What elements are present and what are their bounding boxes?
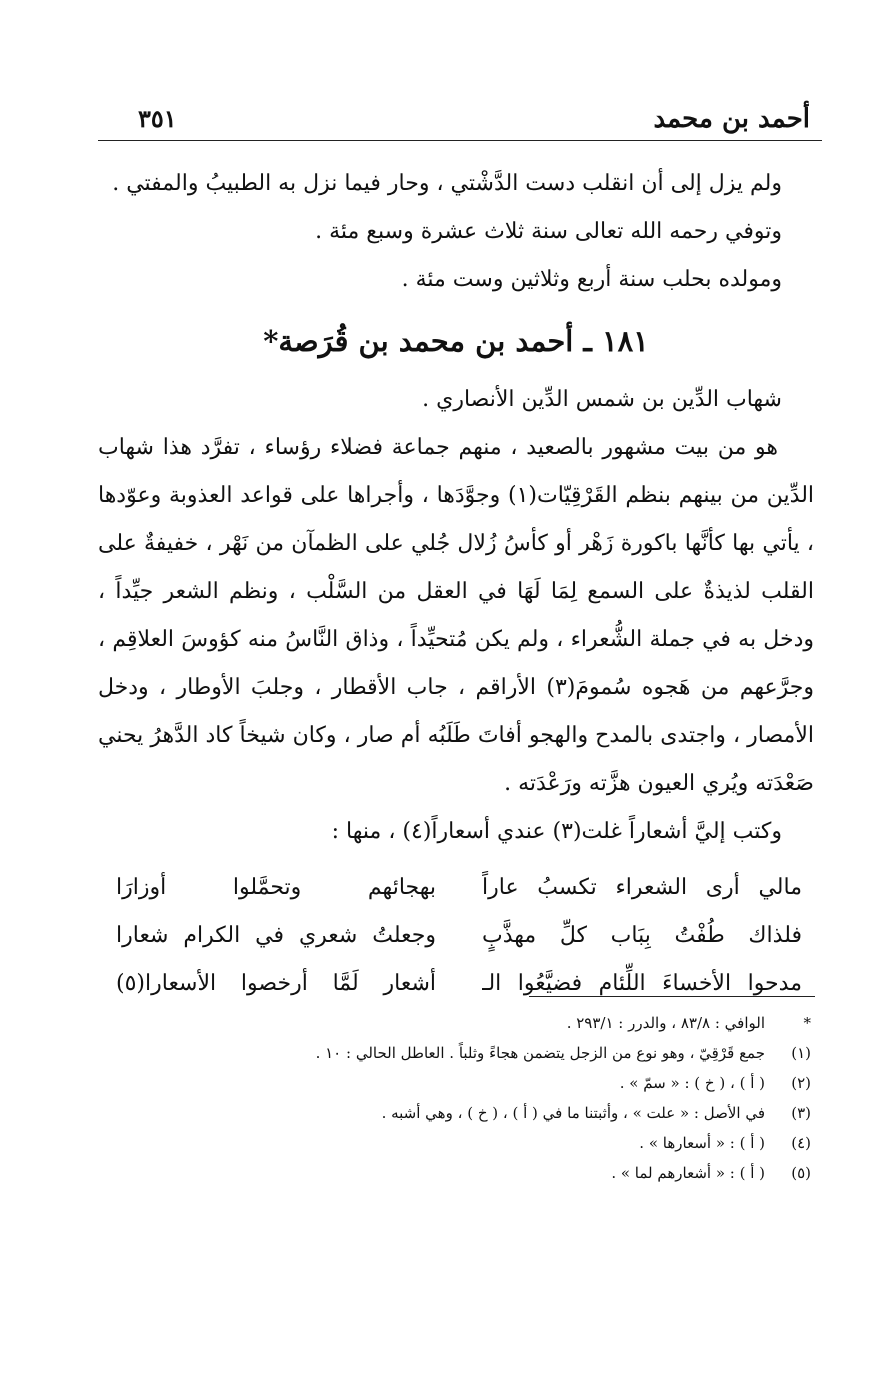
verse-line bbox=[98, 912, 814, 960]
running-title: أحمد بن محمد bbox=[653, 104, 810, 134]
text-line: وتوفي رحمه الله تعالى سنة ثلاث عشرة وسبع مئة . bbox=[315, 219, 782, 244]
first-hemistich: مدحوا الأخساءَ اللِّئام فضيَّعُوا الـ bbox=[482, 971, 802, 996]
footnote bbox=[113, 1008, 813, 1038]
footnote-number: (٢) bbox=[791, 1074, 811, 1092]
footnote bbox=[113, 1128, 813, 1158]
text-line: ولم يزل إلى أن انقلب دست الدَّشْتي ، وحار فيما نزل به الطبيبُ والمفتي . bbox=[112, 171, 782, 196]
first-hemistich: فلذاك طُفْتُ بِبَاب كلِّ مهذَّبٍ bbox=[482, 923, 802, 948]
text-line: ومولده بحلب سنة أربع وثلاثين وست مئة . bbox=[401, 267, 782, 292]
verse-line bbox=[98, 864, 814, 912]
footnote bbox=[113, 1068, 813, 1098]
laqab-line: شهاب الدِّين بن شمس الدِّين الأنصاري . bbox=[422, 387, 782, 412]
footnote-text: ( أ ) : « أسعارها » . bbox=[639, 1134, 765, 1152]
footnote-text: ( أ ) : « أشعارهم لما » . bbox=[611, 1164, 765, 1182]
footnote-text: ( أ ) ، ( خ ) : « سمّ » . bbox=[619, 1074, 765, 1092]
footnote-text: الوافي : ٨٣/٨ ، والدرر : ٢٩٣/١ . bbox=[566, 1014, 765, 1032]
second-hemistich: وجعلتُ شعري في الكرام شعارا bbox=[116, 923, 436, 948]
footnotes bbox=[113, 1008, 813, 1188]
biography-heading: ١٨١ ـ أحمد بن محمد بن قُرَصة* bbox=[263, 324, 649, 358]
second-hemistich: أشعار لَمَّا أرخصوا الأسعارا(٥) bbox=[116, 971, 436, 996]
verse-line bbox=[98, 960, 814, 1008]
footnote bbox=[113, 1098, 813, 1128]
main-text bbox=[98, 160, 814, 1008]
page-header bbox=[98, 100, 822, 140]
footnote bbox=[113, 1038, 813, 1068]
footnote-number: (٤) bbox=[791, 1134, 811, 1152]
footnote bbox=[113, 1158, 813, 1188]
footnote-number: * bbox=[803, 1014, 811, 1032]
footnote-number: (٣) bbox=[791, 1104, 811, 1122]
second-hemistich: بهجائهم وتحمَّلوا أوزارَا bbox=[116, 875, 436, 900]
footnote-text: جمع قَرْقِيّ ، وهو نوع من الزجل يتضمن هجاءً وثلباً . العاطل الحالي : ١٠ . bbox=[315, 1044, 765, 1062]
page-number: ٣٥١ bbox=[138, 104, 177, 133]
biography-paragraph: هو من بيت مشهور بالصعيد ، منهم جماعة فضلاء رؤساء ، تفرَّد هذا شهاب الدِّين من بينهم بنظم القَرْقِيّات(١) وجوَّدَها ، وأجراها على قواعد العذوبة وعوّدها ، يأتي بها كأنَّها باكورة زَهْر أو كأسُ زُلال جُلي على الظمآن من نَهْر ، خفيفةٌ على القلب لذيذةٌ على السمع لِمَا لَهَا في العقل من السَّلْب ، ونظم الشعر جيِّداً ، ودخل به في جملة الشُّعراء ، ولم يكن مُتحيِّداً ، وذاق النَّاسُ منه كؤوسَ العلاقِم ، وجرَّعهم من هَجوه سُمومَ(٣) الأراقم ، جاب الأقطار ، وجلبَ الأوطار ، ودخل الأمصار ، واجتدى بالمدح والهجو أفاتَ طَلَبُه أم صار ، وكان شيخاً كاد الدَّهرُ يحني صَعْدَته ويُري العيون هزَّته ورَعْدَته . bbox=[98, 435, 815, 796]
poem bbox=[98, 864, 814, 1008]
verse-intro: وكتب إليَّ أشعاراً غلت(٣) عندي أسعاراً(٤) ، منها : bbox=[331, 819, 782, 844]
first-hemistich: مالي أرى الشعراء تكسبُ عاراً bbox=[482, 875, 802, 900]
footnote-number: (١) bbox=[791, 1044, 811, 1062]
footnote-number: (٥) bbox=[791, 1164, 811, 1182]
header-rule bbox=[98, 140, 822, 141]
footnote-text: في الأصل : « علت » ، وأثبتنا ما في ( أ ) ، ( خ ) ، وهي أشبه . bbox=[381, 1104, 765, 1122]
footnote-rule bbox=[529, 996, 815, 997]
